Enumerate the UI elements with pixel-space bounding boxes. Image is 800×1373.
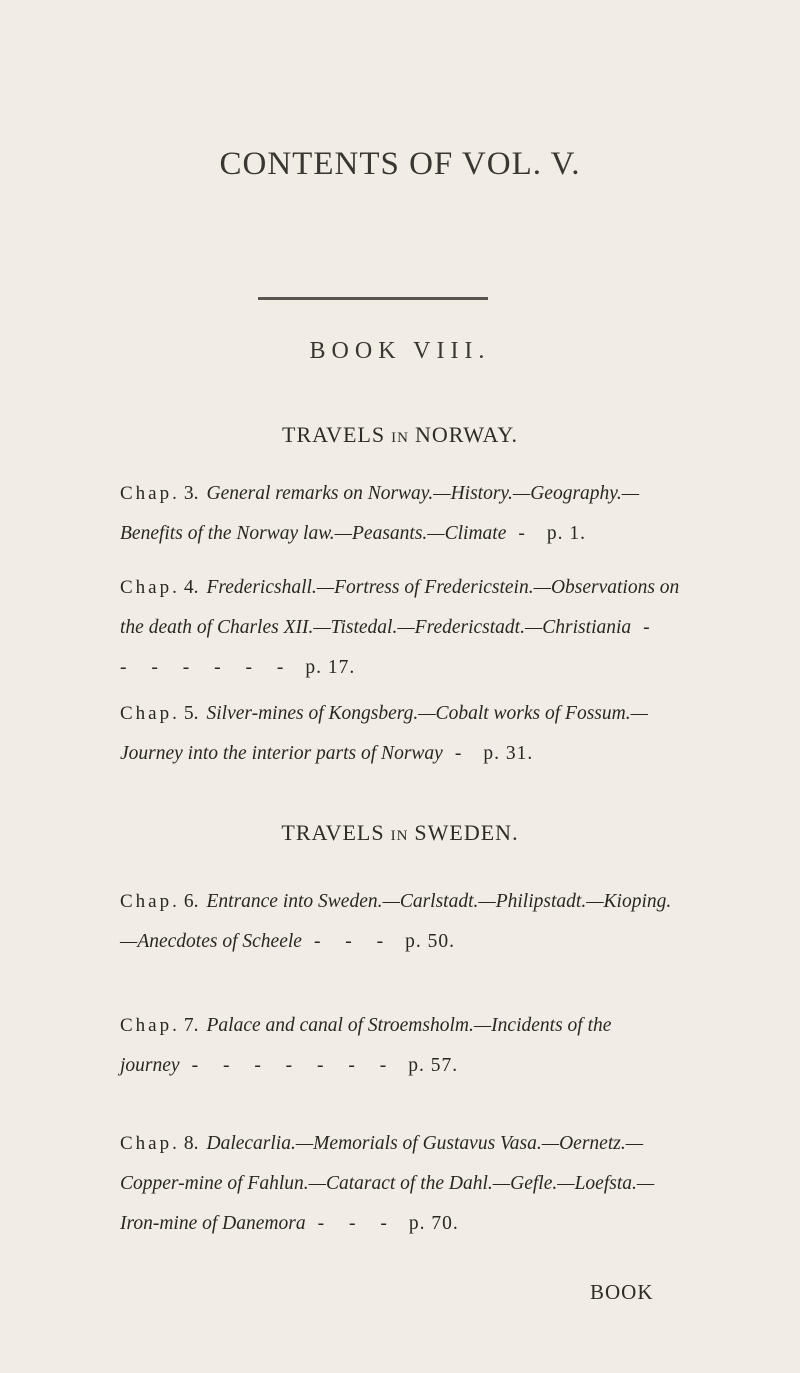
page-reference: p. 17. xyxy=(305,657,356,678)
contents-title: CONTENTS OF VOL. V. xyxy=(219,146,581,182)
chapter-number: 6. xyxy=(183,891,199,912)
page-reference: p. 1. xyxy=(546,523,586,544)
leader-dashes: - - - - - - - xyxy=(120,617,660,678)
leader-dashes: - xyxy=(454,743,472,764)
chapter-number: 5. xyxy=(183,703,199,724)
chapter-entry xyxy=(120,1006,680,1086)
leader-dashes: - - - xyxy=(317,1213,397,1234)
chapter-entry xyxy=(120,882,680,962)
chapter-entry xyxy=(120,1124,680,1244)
page-reference: p. 50. xyxy=(405,931,456,952)
chapter-entry xyxy=(120,568,680,688)
chapter-description: Silver-mines of Kongsberg.—Cobalt works of Fossum.—Journey into the interior parts of Norway xyxy=(120,703,648,764)
page-reference: p. 57. xyxy=(408,1055,459,1076)
chapter-label: Chap. xyxy=(120,891,180,912)
chapter-description: Entrance into Sweden.—Carlstadt.—Philipstadt.—Kioping.—Anecdotes of Scheele xyxy=(120,891,672,952)
section-heading-sweden: TRAVELS IN SWEDEN. xyxy=(281,820,519,845)
chapter-number: 4. xyxy=(183,577,199,598)
chapter-description: General remarks on Norway.—History.—Geography.—Benefits of the Norway law.—Peasants.—Climate xyxy=(120,483,640,544)
catchword: BOOK xyxy=(590,1280,654,1304)
chapter-entry xyxy=(120,694,680,774)
page-reference: p. 70. xyxy=(408,1213,459,1234)
chapter-description: Dalecarlia.—Memorials of Gustavus Vasa.—Oernetz.—Copper-mine of Fahlun.—Cataract of the Dahl.—Gefle.—Loefsta.—Iron-mine of Danemora xyxy=(120,1133,655,1234)
chapter-label: Chap. xyxy=(120,1133,180,1154)
chapter-number: 8. xyxy=(183,1133,199,1154)
chapter-description: Fredericshall.—Fortress of Fredericstein.—Observations on the death of Charles XII.—Tistedal.—Fredericstadt.—Christiania xyxy=(120,577,680,638)
chapter-entry xyxy=(120,474,680,554)
ornamental-rule xyxy=(258,297,488,300)
leader-dashes: - xyxy=(518,523,535,544)
chapter-label: Chap. xyxy=(120,1015,180,1036)
book-title: BOOK VIII. xyxy=(309,338,491,364)
chapter-label: Chap. xyxy=(120,483,180,504)
chapter-number: 7. xyxy=(183,1015,199,1036)
chapter-label: Chap. xyxy=(120,577,180,598)
chapter-number: 3. xyxy=(183,483,199,504)
page-reference: p. 31. xyxy=(483,743,534,764)
chapter-description: Palace and canal of Stroemsholm.—Incidents of the journey xyxy=(120,1015,612,1076)
leader-dashes: - - - - - - - xyxy=(191,1055,397,1076)
section-heading-norway: TRAVELS IN NORWAY. xyxy=(282,422,518,447)
chapter-label: Chap. xyxy=(120,703,180,724)
leader-dashes: - - - xyxy=(313,931,394,952)
